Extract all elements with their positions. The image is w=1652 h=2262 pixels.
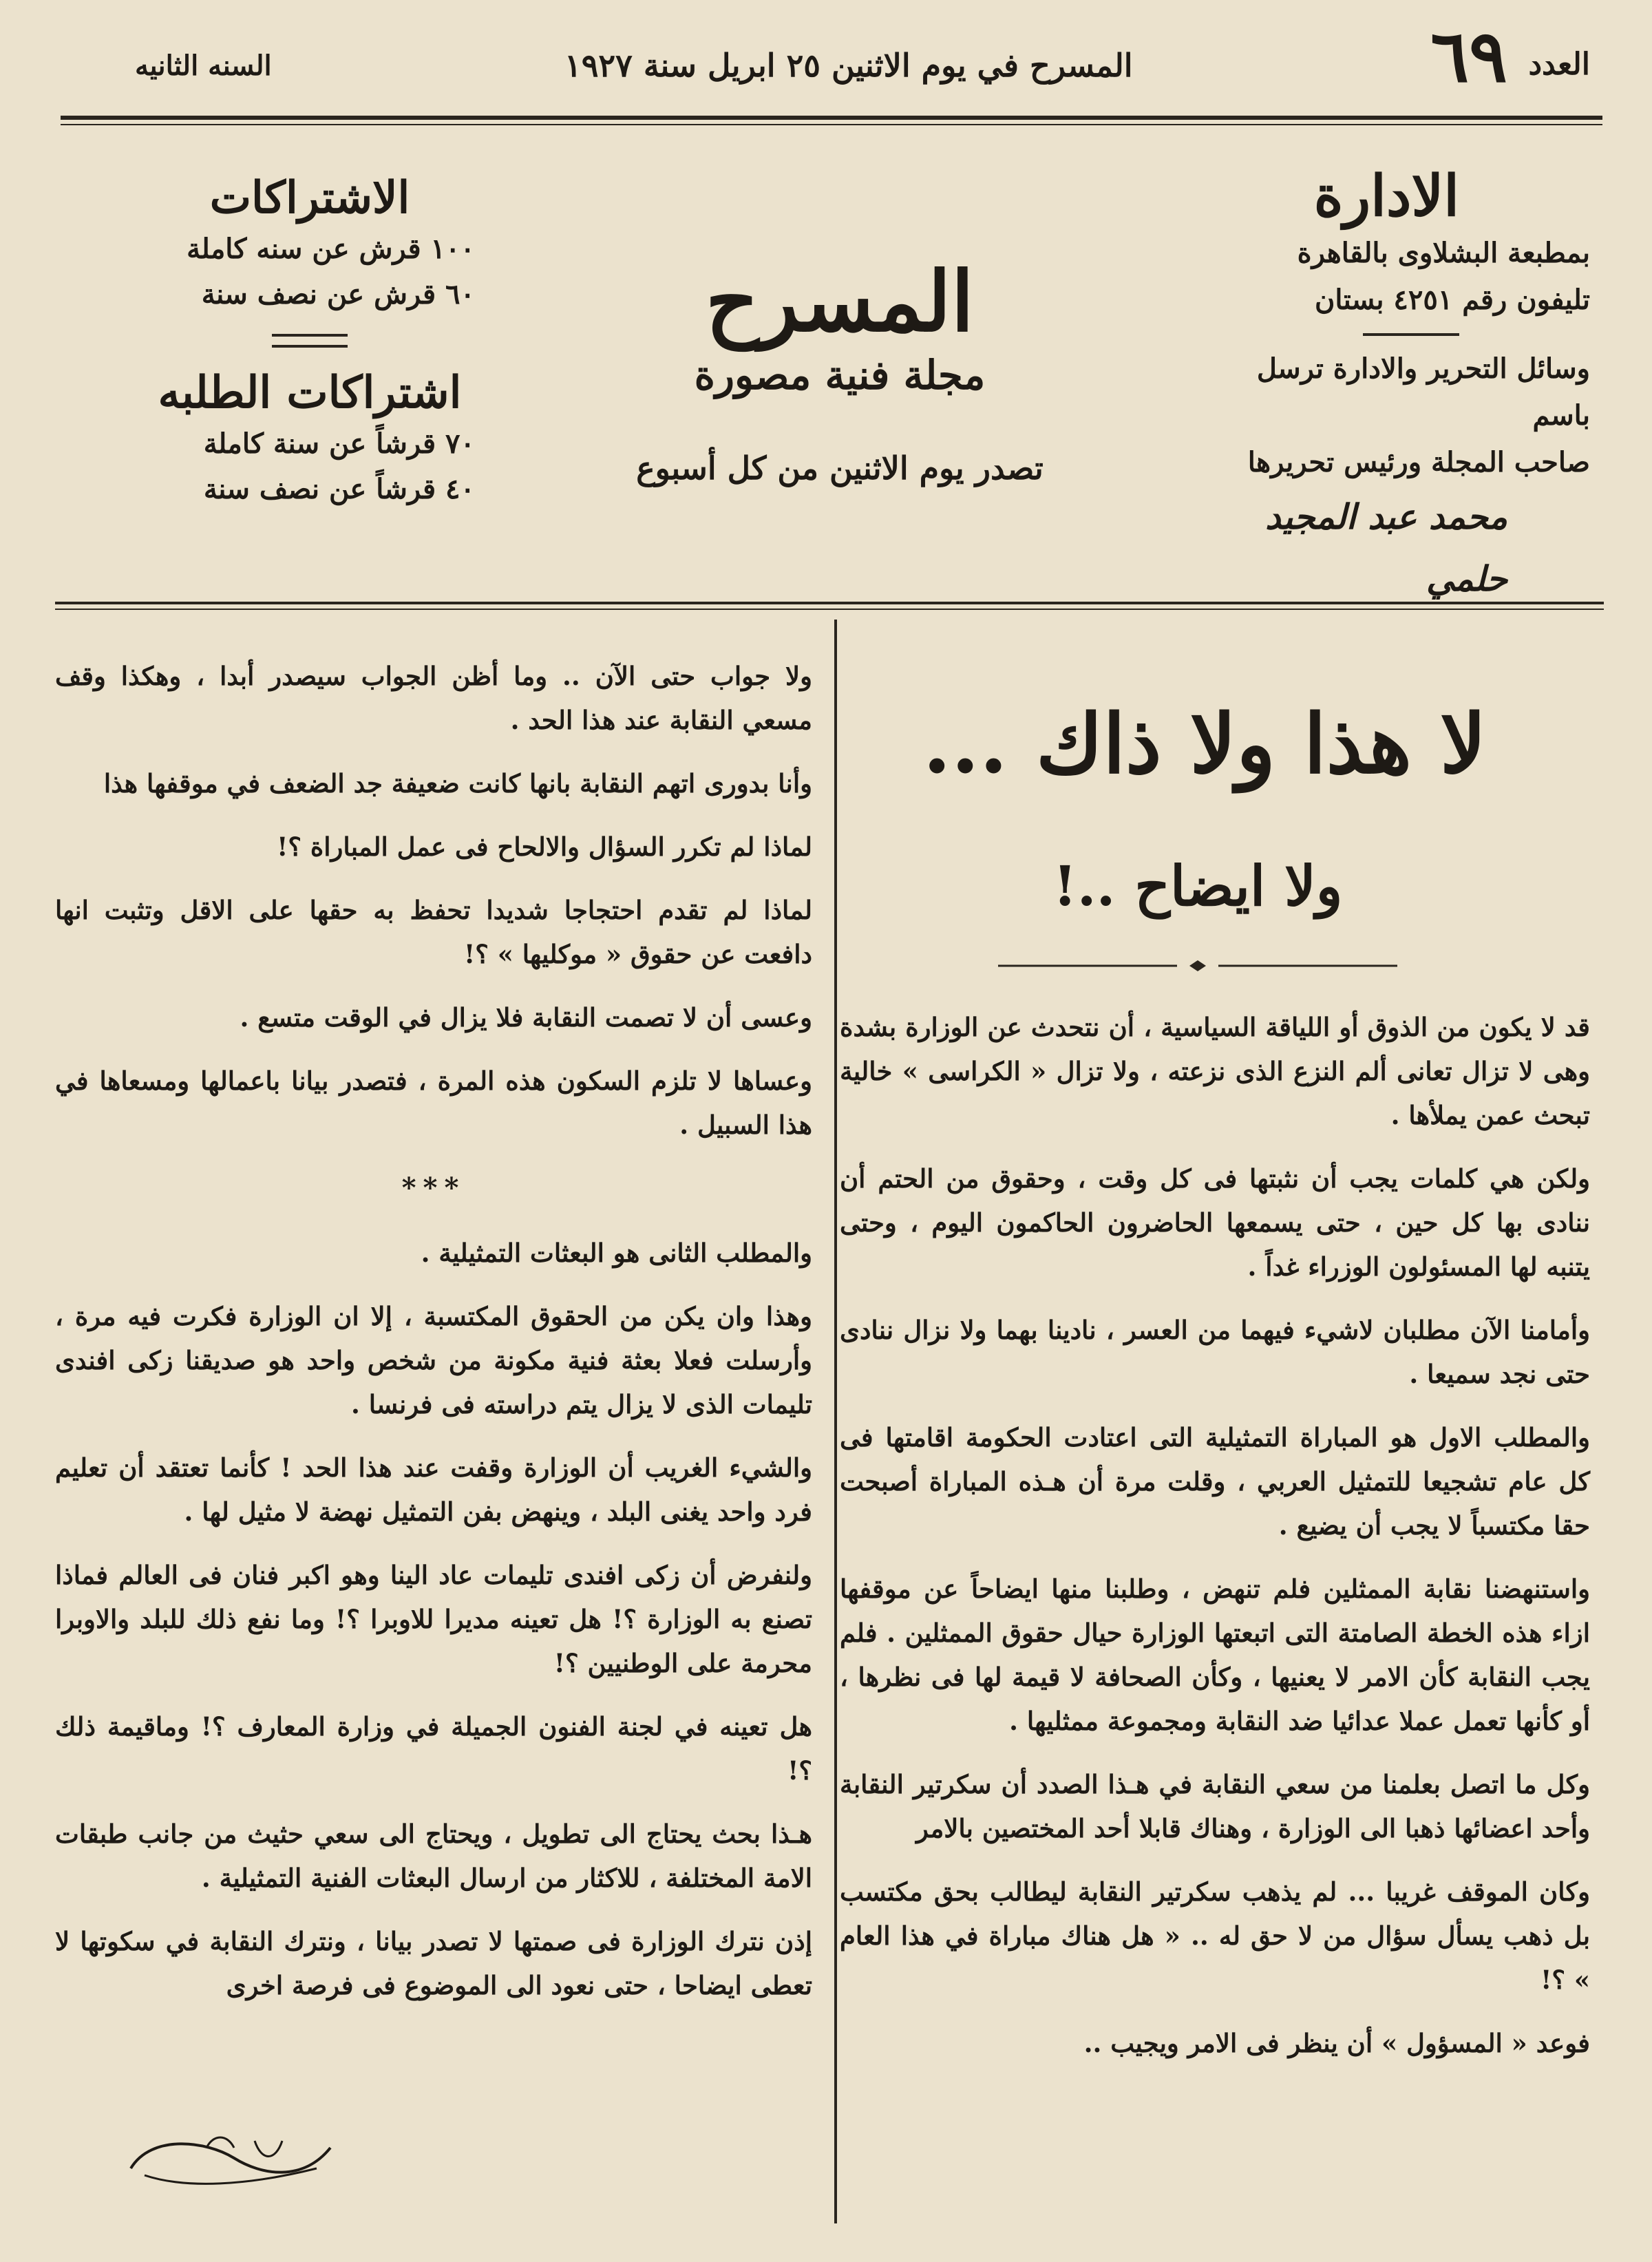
paragraph: لماذا لم تقدم احتجاجا شديدا تحفظ به حقها على الاقل وتثبت انها دافعت عن حقوق « موكليها » ؟! [55,895,812,969]
paragraph: والمطلب الاول هو المباراة التمثيلية التى اعتادت الحكومة اقامتها فى كل عام تشجيعا للتمثيل العربي ، وقلت مرة أن هـذه المباراة أصبحت حقا مكتسباً لا يجب أن يضيع . [840,1422,1590,1541]
paragraph: وكان الموقف غريبا ... لم يذهب سكرتير النقابة ليطالب بحق مكتسب بل ذهب يسأل سؤال من لا حق له .. « هل هناك مباراة في هذا العام » ؟! [840,1877,1590,1995]
admin-block [1205,162,1590,610]
paragraph: هـذا بحث يحتاج الى تطويل ، ويحتاج الى سعي حثيث من جانب طبقات الامة المختلفة ، للاكثار من ارسال البعثات الفنية التمثيلية . [55,1819,812,1893]
masthead [620,255,1060,487]
masthead-subtitle: مجلة فنية مصورة [694,352,986,399]
masthead-title: المسرح [706,253,974,350]
paragraph: وأنا بدورى اتهم النقابة بانها كانت ضعيفة جد الضعف في موقفها هذا [103,768,812,799]
admin-title: الادارة [1313,163,1459,229]
admin-line: وسائل التحرير والادارة ترسل باسم [1256,352,1590,432]
paragraph: وكل ما اتصل بعلمنا من سعي النقابة في هـذا الصدد أن سكرتير النقابة وأحد اعضائها ذهبا الى الوزارة ، وهناك قابلا أحد المختصين بالامر [840,1769,1590,1843]
issue-label: العدد [1528,47,1590,82]
subscription-line: ٦٠ قرش عن نصف سنة [201,278,475,311]
paragraph: وعساها لا تلزم السكون هذه المرة ، فتصدر بيانا باعمالها ومسعاها في هذا السبيل . [55,1066,812,1140]
paragraph: والشيء الغريب أن الوزارة وقفت عند هذا الحد ! كأنما تعتقد أن تعليم فرد واحد يغنى البلد ، وينهض بفن التمثيل نهضة لا مثيل لها . [55,1452,812,1527]
paragraph: هل تعينه في لجنة الفنون الجميلة في وزارة المعارف ؟! وماقيمة ذلك ؟! [55,1711,812,1786]
left-column [55,654,812,2027]
admin-line: تليفون رقم ٤٢٥١ بستان [1315,284,1590,317]
paragraph: وأمامنا الآن مطلبان لاشيء فيهما من العسر ، نادينا بهما ولا نزال ننادى حتى نجد سميعا . [840,1315,1590,1389]
paragraph: ولكن هي كلمات يجب أن نثبتها فى كل وقت ، وحقوق من الحتم أن ننادى بها كل حين ، حتى يسمعها الحاضرون الحاكمون اليوم ، وحتى يتنبه لها المسئولون الوزراء غداً . [840,1163,1590,1282]
top-rule-thin [61,124,1602,125]
paragraph: والمطلب الثانى هو البعثات التمثيلية . [421,1238,812,1268]
paragraph: فوعد « المسؤول » أن ينظر فى الامر ويجيب .. [1083,2028,1590,2058]
issue-number: ٦٩ [1430,14,1507,98]
subscriptions-block [131,169,489,512]
right-column [840,1005,1590,2084]
masthead-rule-thin [55,609,1604,610]
ornament-divider [991,959,1404,973]
admin-line: صاحب المجلة ورئيس تحريرها [1247,446,1590,479]
paragraph: وهذا وان يكن من الحقوق المكتسبة ، إلا ان الوزارة فكرت فيه مرة ، وأرسلت فعلا بعثة فنية مكونة من شخص واحد هو صديقنا زكى افندى تليمات الذى لا يزال يتم دراسته فى فرنسا . [55,1301,812,1419]
paragraph: ولا جواب حتى الآن .. وما أظن الجواب سيصدر أبدا ، وهكذا وقف مسعي النقابة عند هذا الحد . [55,661,812,735]
paragraph: واستنهضنا نقابة الممثلين فلم تنهض ، وطلبنا منها ايضاحاً عن موقفها ازاء هذه الخطة الصامتة التى اتبعتها الوزارة حيال حقوق الممثلين . فلم يجب النقابة كأن الامر لا يعنيها ، وكأن الصحافة لا قيمة لها فى نظرها ، أو كأنها تعمل عملا عدائيا ضد النقابة ومجموعة ممثليها . [840,1574,1590,1736]
paragraph: قد لا يكون من الذوق أو اللياقة السياسية ، أن نتحدث عن الوزارة بشدة وهى لا تزال تعانى ألم النزع الذى نزعته ، ولا تزال « الكراسى » خالية تبحث عمن يملأها . [840,1012,1590,1130]
year-label: السنه الثانيه [135,50,272,82]
author-signature-mark [124,2120,337,2196]
article-headline: لا هذا ولا ذاك ... [922,696,1487,792]
masthead-rule [55,602,1604,604]
subscription-line: ٤٠ قرشاً عن نصف سنة [203,473,475,506]
paragraph: ولنفرض أن زكى افندى تليمات عاد الينا وهو اكبر فنان فى العالم فماذا تصنع به الوزارة ؟! هل تعينه مديرا للاوبرا ؟! وما نفع ذلك للبلد والاوبرا محرمة على الوطنيين ؟! [55,1560,812,1678]
paragraph: لماذا لم تكرر السؤال والالحاح فى عمل المباراة ؟! [277,832,812,862]
subscriptions-title: الاشتراكات [209,172,410,224]
subscriptions-divider [272,334,348,348]
article-subheadline: ولا ايضاح ..! [1052,854,1343,918]
column-divider [834,620,837,2223]
subscription-line: ٧٠ قرشاً عن سنة كاملة [203,427,475,461]
top-rule [61,116,1602,120]
date-line: المسرح في يوم الاثنين ٢٥ ابريل سنة ١٩٢٧ [564,47,1133,84]
paragraph: إذن نترك الوزارة فى صمتها لا تصدر بيانا ، ونترك النقابة في سكوتها لا تعطى ايضاحا ، حتى نعود الى الموضوع فى فرصة اخرى [55,1926,812,2000]
subscription-line: ١٠٠ قرش عن سنه كاملة [187,233,475,266]
paragraph: وعسى أن لا تصمت النقابة فلا يزال في الوقت متسع . [240,1002,812,1033]
editor-signature: محمد عبد المجيد حلمي [1265,496,1507,600]
section-separator: *** [401,1172,466,1204]
admin-divider [1363,333,1459,336]
masthead-issued: تصدر يوم الاثنين من كل أسبوع [636,450,1044,487]
students-title: اشتراكات الطلبه [158,367,462,419]
admin-line: بمطبعة البشلاوى بالقاهرة [1297,237,1590,270]
